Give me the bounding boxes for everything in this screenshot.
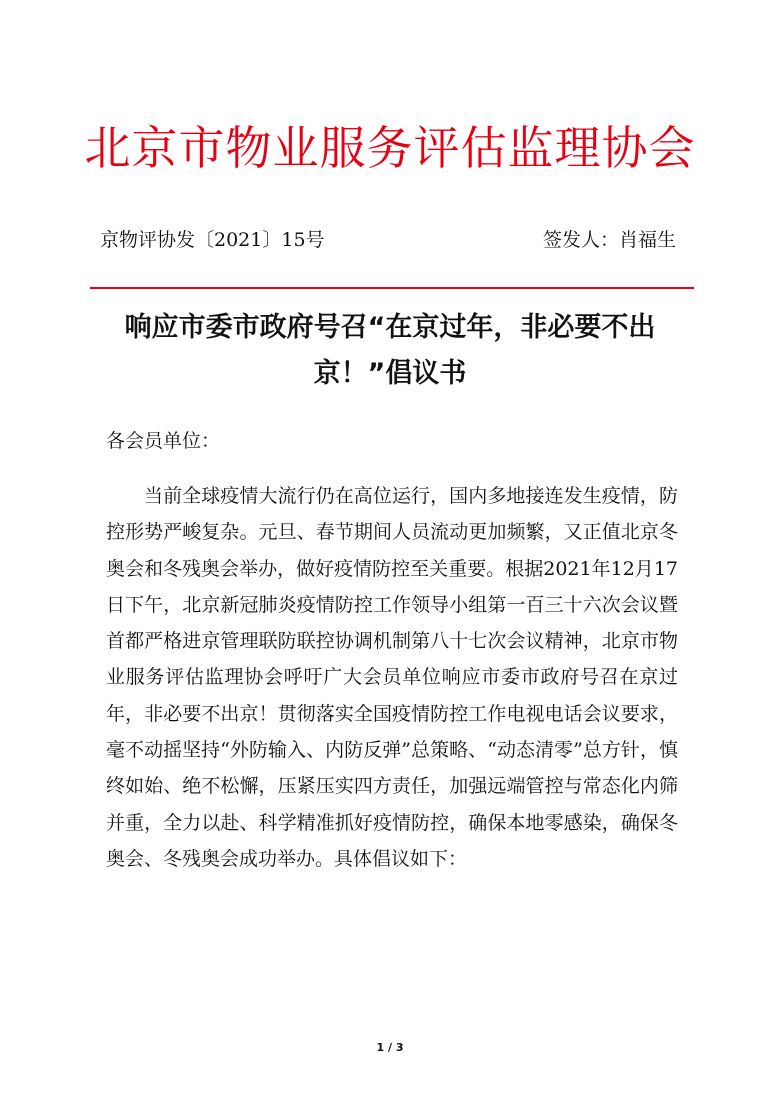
organization-title: 北京市物业服务评估监理协会	[84, 121, 696, 175]
salutation: 各会员单位：	[106, 430, 221, 452]
page-number: 1 / 3	[376, 1041, 404, 1054]
signer: 签发人：肖福生	[542, 229, 676, 251]
body-paragraph: 当前全球疫情大流行仍在高位运行，国内多地接连发生疫情，防控形势严峻复杂。元旦、春节期间人员流动更加频繁，又正值北京冬奥会和冬残奥会举办，做好疫情防控至关重要。根据2021年12月17日下午，北京新冠肺炎疫情防控工作领导小组第一百三十六次会议暨首都严格进京管理联防联控协调机制第八十七次会议精神，北京市物业服务评估监理协会呼吁广大会员单位响应市委市政府号召在京过年，非必要不出京！贯彻落实全国疫情防控工作电视电话会议要求，毫不动摇坚持“外防输入、内防反弹”总策略、“动态清零”总方针，慎终如始、绝不松懈，压紧压实四方责任，加强远端管控与常态化内筛并重，全力以赴、科学精准抓好疫情防控，确保本地零感染，确保冬奥会、冬残奥会成功举办。具体倡议如下：	[106, 485, 678, 870]
document-number: 京物评协发〔2021〕15号	[100, 229, 325, 251]
header-divider	[90, 287, 694, 289]
document-title: 响应市委市政府号召“在京过年，非必要不出京！”倡议书	[124, 312, 656, 389]
